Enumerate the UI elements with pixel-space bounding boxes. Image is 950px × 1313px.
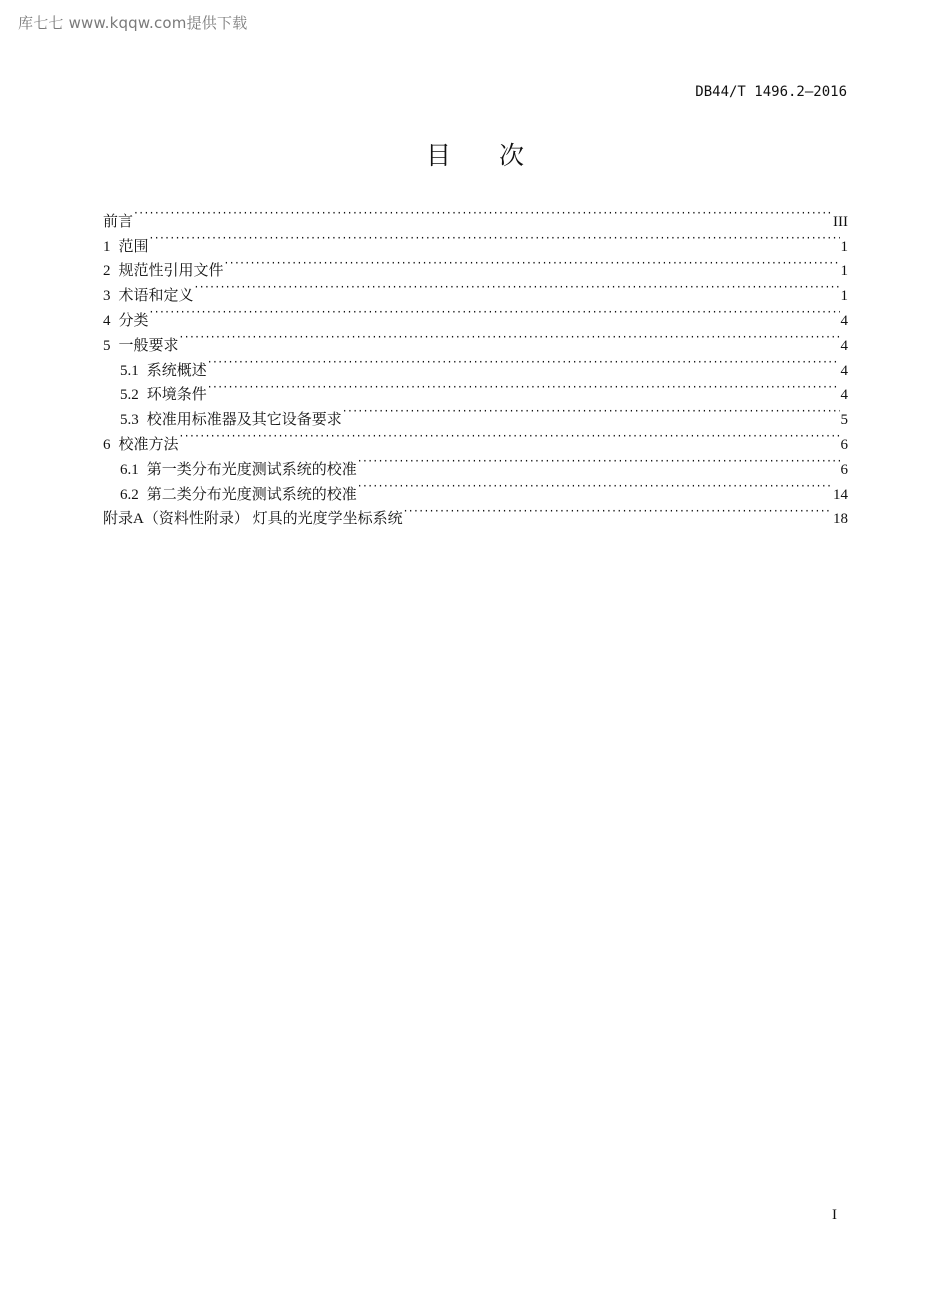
toc-entry-page: 6 bbox=[840, 436, 848, 453]
toc-title-part2: 次 bbox=[499, 141, 525, 170]
toc-entry-5-2[interactable] bbox=[103, 375, 848, 404]
toc-leader-dots bbox=[208, 375, 840, 400]
toc-entry-label: 校准用标准器及其它设备要求 bbox=[146, 412, 342, 429]
toc-entry-page: 4 bbox=[840, 362, 848, 379]
toc-entry-label: 范围 bbox=[118, 238, 149, 255]
toc-entry-label: 术语和定义 bbox=[118, 288, 194, 305]
toc-entry-label: 环境条件 bbox=[146, 387, 207, 404]
toc-entry-label: 分类 bbox=[118, 312, 149, 329]
toc-entry-label: 系统概述 bbox=[146, 362, 207, 379]
toc-entry-6-1[interactable] bbox=[103, 449, 848, 478]
toc-entry-number: 1 bbox=[103, 238, 111, 255]
toc-entry-label: 前言 bbox=[103, 213, 134, 230]
toc-entry-number: 5.3 bbox=[120, 412, 139, 429]
toc-entry-page: 4 bbox=[840, 387, 848, 404]
toc-leader-dots bbox=[404, 499, 832, 524]
toc-entry-label: 附录A（资料性附录） 灯具的光度学坐标系统 bbox=[103, 511, 403, 528]
watermark-text: 库七七 www.kqqw.com提供下载 bbox=[18, 14, 248, 32]
toc-entry-number: 2 bbox=[103, 263, 111, 280]
toc-entry-page: 18 bbox=[833, 511, 848, 528]
toc-entry-page: 4 bbox=[840, 312, 848, 329]
toc-entry-page: 14 bbox=[833, 486, 848, 503]
toc-entry-page: III bbox=[833, 213, 848, 230]
table-of-contents bbox=[103, 201, 848, 528]
document-code: DB44/T 1496.2—2016 bbox=[695, 84, 847, 100]
toc-entry-5[interactable] bbox=[103, 325, 848, 354]
toc-entry-label: 规范性引用文件 bbox=[118, 263, 224, 280]
toc-leader-dots bbox=[150, 226, 840, 251]
toc-leader-dots bbox=[195, 275, 840, 300]
toc-entry-5-1[interactable] bbox=[103, 350, 848, 379]
toc-entry-5-3[interactable] bbox=[103, 399, 848, 429]
toc-entry-label: 一般要求 bbox=[118, 337, 179, 354]
toc-entry-page: 5 bbox=[840, 412, 848, 429]
toc-entry-number: 5 bbox=[103, 337, 111, 354]
toc-entry-4[interactable] bbox=[103, 300, 848, 329]
toc-entry-2[interactable] bbox=[103, 251, 848, 280]
toc-entry-number: 6.2 bbox=[120, 486, 139, 503]
toc-entry-page: 1 bbox=[840, 288, 848, 305]
toc-leader-dots bbox=[343, 399, 840, 424]
toc-entry-number: 6 bbox=[103, 436, 111, 453]
toc-entry-label: 第二类分布光度测试系统的校准 bbox=[146, 486, 357, 503]
toc-entry-page: 6 bbox=[840, 461, 848, 478]
toc-entry-number: 5.1 bbox=[120, 362, 139, 379]
toc-entry-1[interactable] bbox=[103, 226, 848, 255]
toc-entry-page: 1 bbox=[840, 238, 848, 255]
toc-entry-6[interactable] bbox=[103, 424, 848, 453]
toc-leader-dots bbox=[180, 325, 840, 350]
toc-leader-dots bbox=[150, 300, 840, 325]
toc-entry-preface[interactable] bbox=[103, 201, 848, 230]
toc-leader-dots bbox=[134, 201, 832, 226]
toc-entry-label: 校准方法 bbox=[118, 436, 179, 453]
toc-leader-dots bbox=[358, 474, 832, 499]
toc-entry-3[interactable] bbox=[103, 275, 848, 305]
toc-leader-dots bbox=[180, 424, 840, 449]
toc-entry-number: 4 bbox=[103, 312, 111, 329]
toc-leader-dots bbox=[225, 251, 840, 276]
toc-title-part1: 目 bbox=[425, 141, 451, 170]
toc-entry-page: 4 bbox=[840, 337, 848, 354]
page-number: I bbox=[832, 1207, 837, 1223]
toc-entry-number: 5.2 bbox=[120, 387, 139, 404]
toc-entry-number: 6.1 bbox=[120, 461, 139, 478]
toc-entry-number: 3 bbox=[103, 288, 111, 305]
toc-leader-dots bbox=[358, 449, 840, 474]
toc-leader-dots bbox=[208, 350, 840, 375]
toc-entry-label: 第一类分布光度测试系统的校准 bbox=[146, 461, 357, 478]
toc-title bbox=[0, 136, 950, 172]
toc-entry-page: 1 bbox=[840, 263, 848, 280]
